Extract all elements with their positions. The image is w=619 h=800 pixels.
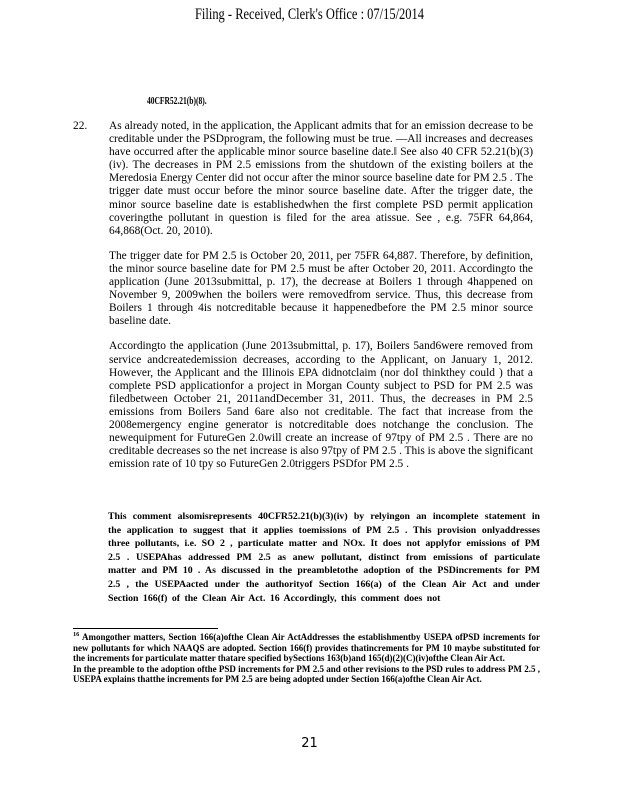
footnote-text-1: Amongother matters, Section 166(a)ofthe Clean Air ActAddresses the establishmentby USEPA ofPSD increments for new pollutants for which NAAQS are adopted. Section 166(f) provides thatincrements for PM 10 maybe substituted for the increments for particulate matter thatare specified bySections 163(b)and 165(d)(2)(C)(iv)ofthe Clean Air Act. [73, 632, 540, 664]
page-number: 21 [301, 736, 318, 751]
paragraph-1: As already noted, in the application, the Applicant admits that for an emission decrease to be creditable under the PSDprogram, the following must be true. —All increases and decreases have occurred after the applicable minor source baseline date.‖ See also 40 CFR 52.21(b)(3)(iv). The decreases in PM 2.5 emissions from the shutdown of the existing boilers at the Meredosia Energy Center did not occur after the minor source baseline date for PM 2.5 . The trigger date must occur before the minor source baseline date. After the trigger date, the minor source baseline date is establishedwhen the first complete PSD permit application coveringthe pollutant in question is filed for the area atissue. See , e.g. 75FR 64,864, 64,868(Oct. 20, 2010). [109, 120, 533, 237]
numbered-item [73, 120, 533, 471]
comment-paragraph: This comment alsomisrepresents 40CFR52.21(b)(3)(iv) by relyingon an incomplete statement in the application to suggest that it applies toemissions of PM 2.5 . This provision onlyaddresses three pollutants, i.e. SO 2 , particulate matter and NOx. It does not applyfor emissions of PM 2.5 . USEPAhas addressed PM 2.5 as anew pollutant, distinct from emissions of particulate matter and PM 10 . As discussed in the preambletothe adoption of the PSDincrements for PM 2.5 , the USEPAacted under the authorityof Section 166(a) of the Clean Air Act and under Section 166(f) of the Clean Air Act. 16 Accordingly, this comment does not [108, 511, 540, 604]
footnote-marker: 16 [73, 631, 80, 638]
paragraph-2: The trigger date for PM 2.5 is October 20, 2011, per 75FR 64,887. Therefore, by definition, the minor source baseline date for PM 2.5 must be after October 20, 2011. Accordingto the application (June 2013submittal, p. 17), the decrease at Boilers 1 through 4happened on November 9, 2009when the boilers were removedfrom service. Thus, this decrease from Boilers 1 through 4is notcreditable because it happenedbefore the PM 2.5 minor source baseline date. [109, 249, 533, 328]
footnote-line-2: In the preamble to the adoption ofthe PSD increments for PM 2.5 and other revisions to the PSD rules to address PM 2.5 , USEPA explains thatthe increments for PM 2.5 are being adopted under Section 166(a)ofthe Clean Air Act. [73, 663, 540, 685]
footnote-line-1 [73, 632, 540, 664]
filing-header: Filing - Received, Clerk's Office : 07/15/2014 [194, 6, 425, 23]
footnote-separator [73, 628, 218, 629]
citation-fragment: 40CFR52.21(b)(8). [147, 96, 207, 107]
item-number: 22. [73, 120, 88, 132]
paragraph-3: Accordingto the application (June 2013submittal, p. 17), Boilers 5and6were removed from service andcreatedemission decreases, according to the Applicant, on January 1, 2012. However, the Applicant and the Illinois EPA didnotclaim (nor doI thinkthey could ) that a complete PSD applicationfor a project in Morgan County subject to PSD for PM 2.5 was filedbetween October 21, 2011andDecember 31, 2011. Thus, the decreases in PM 2.5 emissions from Boilers 5and 6are also not creditable. The fact that increase from the 2008emergency engine generator is notcreditable does notchange the conclusion. The newequipment for FutureGen 2.0will create an increase of 97tpy of PM 2.5 . There are no creditable decreases so the net increase is also 97tpy of PM 2.5 . This is above the significant emission rate of 10 tpy so FutureGen 2.0triggers PSDfor PM 2.5 . [109, 340, 533, 471]
footnote [73, 632, 540, 685]
